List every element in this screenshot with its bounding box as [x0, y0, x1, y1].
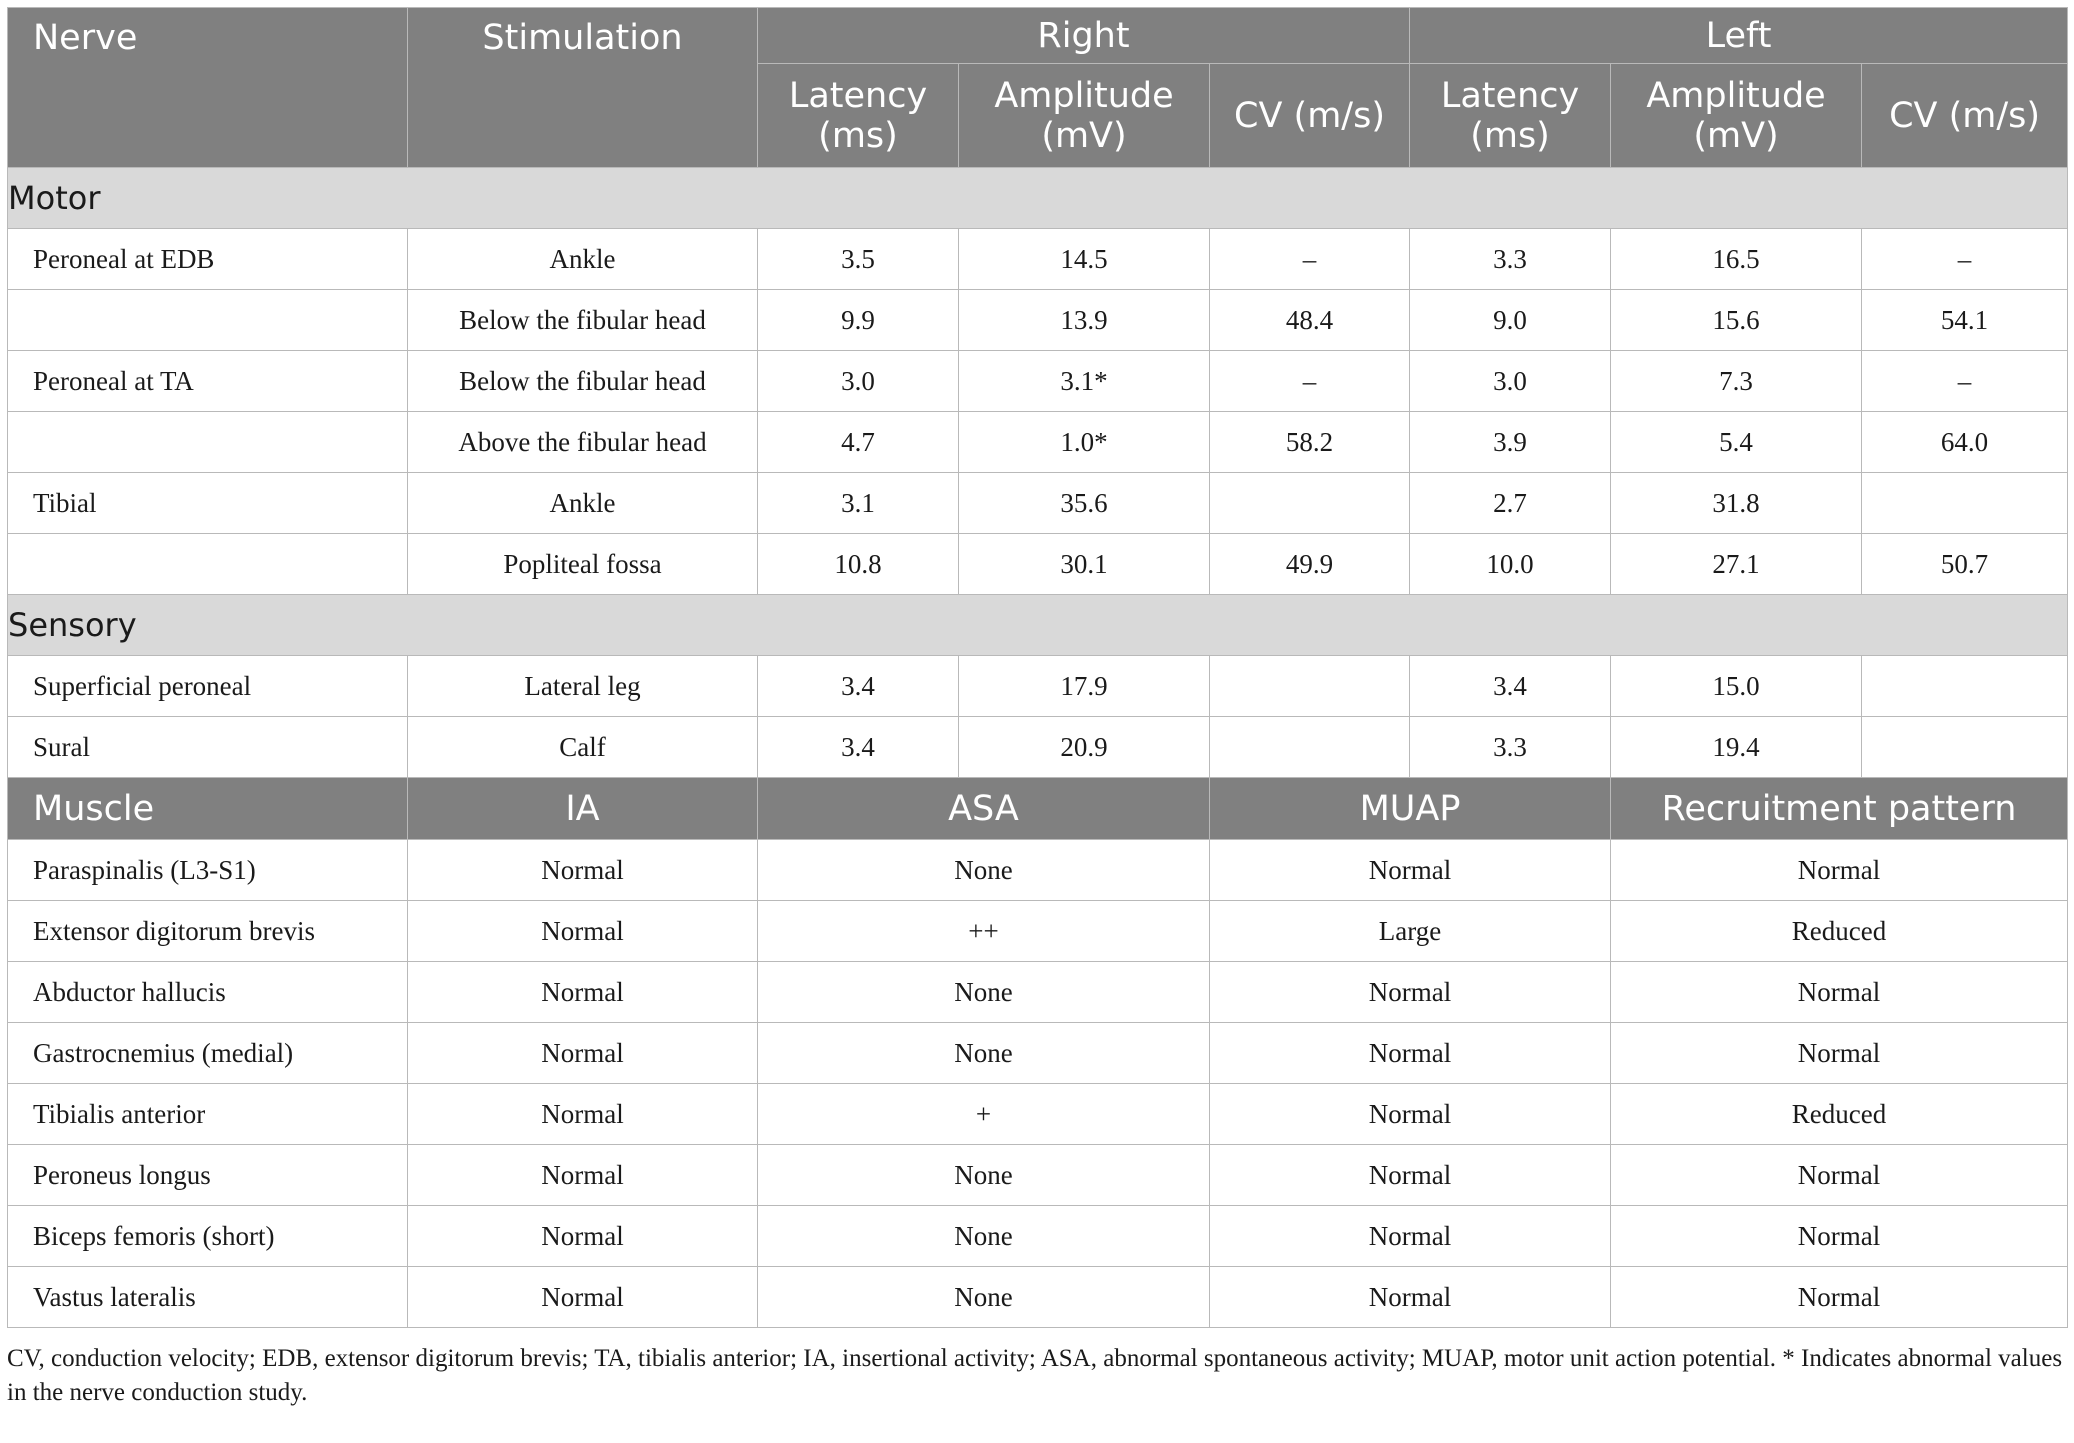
right-latency-cell: 3.5 — [758, 229, 959, 290]
nerve-cell — [8, 412, 408, 473]
stimulation-cell: Calf — [408, 717, 758, 778]
right-cv-cell — [1210, 717, 1410, 778]
ia-cell: Normal — [408, 1267, 758, 1328]
muap-cell: Normal — [1210, 840, 1611, 901]
left-amplitude-cell: 16.5 — [1611, 229, 1862, 290]
right-amplitude-cell: 3.1* — [959, 351, 1210, 412]
table-footnote: CV, conduction velocity; EDB, extensor digitorum brevis; TA, tibialis anterior; IA, insertional activity; ASA, abnormal spontaneous activity; MUAP, motor unit action potential. * Indicates abnormal values in the nerve conduction study. — [7, 1345, 2063, 1406]
table-row — [8, 901, 2068, 962]
muap-cell: Normal — [1210, 1267, 1611, 1328]
left-amplitude-cell: 15.6 — [1611, 290, 1862, 351]
left-cv-cell: – — [1862, 351, 2068, 412]
right-amplitude-cell: 17.9 — [959, 656, 1210, 717]
table-row — [8, 290, 2068, 351]
column-header-right-amplitude: Amplitude (mV) — [959, 64, 1210, 168]
right-amplitude-cell: 13.9 — [959, 290, 1210, 351]
table-row — [8, 534, 2068, 595]
table-row — [8, 1084, 2068, 1145]
header-row-top — [8, 8, 2068, 64]
asa-cell: None — [758, 1206, 1210, 1267]
asa-cell: None — [758, 1267, 1210, 1328]
recruitment-cell: Normal — [1611, 1206, 2068, 1267]
column-header-left: Left — [1410, 8, 2068, 64]
table-row — [8, 656, 2068, 717]
asa-cell: + — [758, 1084, 1210, 1145]
nerve-cell: Sural — [8, 717, 408, 778]
emg-header-row — [8, 778, 2068, 840]
muscle-cell: Gastrocnemius (medial) — [8, 1023, 408, 1084]
recruitment-cell: Normal — [1611, 1267, 2068, 1328]
table-row — [8, 717, 2068, 778]
nerve-cell: Superficial peroneal — [8, 656, 408, 717]
recruitment-cell: Normal — [1611, 1145, 2068, 1206]
asa-cell: None — [758, 962, 1210, 1023]
section-label-motor: Motor — [8, 168, 2068, 229]
left-cv-cell — [1862, 656, 2068, 717]
left-amplitude-cell: 15.0 — [1611, 656, 1862, 717]
left-cv-cell — [1862, 473, 2068, 534]
column-header-asa: ASA — [758, 778, 1210, 840]
nerve-conduction-emg-table — [7, 7, 2068, 1328]
muap-cell: Large — [1210, 901, 1611, 962]
table-row — [8, 229, 2068, 290]
ia-cell: Normal — [408, 901, 758, 962]
stimulation-cell: Below the fibular head — [408, 290, 758, 351]
left-amplitude-cell: 5.4 — [1611, 412, 1862, 473]
column-header-right-latency: Latency (ms) — [758, 64, 959, 168]
stimulation-cell: Above the fibular head — [408, 412, 758, 473]
muscle-cell: Vastus lateralis — [8, 1267, 408, 1328]
asa-cell: ++ — [758, 901, 1210, 962]
left-latency-cell: 3.9 — [1410, 412, 1611, 473]
table-row — [8, 351, 2068, 412]
column-header-recruitment: Recruitment pattern — [1611, 778, 2068, 840]
right-cv-cell: – — [1210, 351, 1410, 412]
asa-cell: None — [758, 1145, 1210, 1206]
right-latency-cell: 3.4 — [758, 717, 959, 778]
ia-cell: Normal — [408, 1023, 758, 1084]
stimulation-cell: Below the fibular head — [408, 351, 758, 412]
right-latency-cell: 4.7 — [758, 412, 959, 473]
column-header-ia: IA — [408, 778, 758, 840]
right-cv-cell: 48.4 — [1210, 290, 1410, 351]
left-latency-cell: 3.3 — [1410, 717, 1611, 778]
stimulation-cell: Ankle — [408, 229, 758, 290]
muscle-cell: Abductor hallucis — [8, 962, 408, 1023]
muscle-cell: Paraspinalis (L3-S1) — [8, 840, 408, 901]
column-header-left-latency: Latency (ms) — [1410, 64, 1611, 168]
recruitment-cell: Reduced — [1611, 901, 2068, 962]
column-header-left-cv: CV (m/s) — [1862, 64, 2068, 168]
nerve-study-table-container — [7, 7, 2067, 1410]
recruitment-cell: Normal — [1611, 840, 2068, 901]
left-latency-cell: 3.3 — [1410, 229, 1611, 290]
left-cv-cell — [1862, 717, 2068, 778]
section-row-sensory — [8, 595, 2068, 656]
left-amplitude-cell: 19.4 — [1611, 717, 1862, 778]
column-header-muap: MUAP — [1210, 778, 1611, 840]
table-row — [8, 1267, 2068, 1328]
right-cv-cell — [1210, 473, 1410, 534]
right-latency-cell: 10.8 — [758, 534, 959, 595]
right-latency-cell: 3.1 — [758, 473, 959, 534]
right-amplitude-cell: 35.6 — [959, 473, 1210, 534]
right-cv-cell: 58.2 — [1210, 412, 1410, 473]
right-cv-cell: – — [1210, 229, 1410, 290]
left-cv-cell: 50.7 — [1862, 534, 2068, 595]
column-header-muscle: Muscle — [8, 778, 408, 840]
stimulation-cell: Lateral leg — [408, 656, 758, 717]
section-label-sensory: Sensory — [8, 595, 2068, 656]
ia-cell: Normal — [408, 1145, 758, 1206]
nerve-cell: Peroneal at TA — [8, 351, 408, 412]
right-latency-cell: 9.9 — [758, 290, 959, 351]
section-row-motor — [8, 168, 2068, 229]
nerve-cell: Peroneal at EDB — [8, 229, 408, 290]
column-header-right-cv: CV (m/s) — [1210, 64, 1410, 168]
muap-cell: Normal — [1210, 1084, 1611, 1145]
muap-cell: Normal — [1210, 1145, 1611, 1206]
stimulation-cell: Popliteal fossa — [408, 534, 758, 595]
right-amplitude-cell: 30.1 — [959, 534, 1210, 595]
asa-cell: None — [758, 1023, 1210, 1084]
nerve-cell — [8, 290, 408, 351]
table-row — [8, 962, 2068, 1023]
ia-cell: Normal — [408, 962, 758, 1023]
muap-cell: Normal — [1210, 1023, 1611, 1084]
muscle-cell: Extensor digitorum brevis — [8, 901, 408, 962]
muscle-cell: Tibialis anterior — [8, 1084, 408, 1145]
table-row — [8, 473, 2068, 534]
left-cv-cell: 54.1 — [1862, 290, 2068, 351]
right-amplitude-cell: 1.0* — [959, 412, 1210, 473]
table-row — [8, 840, 2068, 901]
left-amplitude-cell: 31.8 — [1611, 473, 1862, 534]
ia-cell: Normal — [408, 1084, 758, 1145]
column-header-left-amplitude: Amplitude (mV) — [1611, 64, 1862, 168]
table-row — [8, 1206, 2068, 1267]
stimulation-cell: Ankle — [408, 473, 758, 534]
right-latency-cell: 3.4 — [758, 656, 959, 717]
left-latency-cell: 10.0 — [1410, 534, 1611, 595]
table-row — [8, 412, 2068, 473]
column-header-stimulation: Stimulation — [408, 8, 758, 168]
right-latency-cell: 3.0 — [758, 351, 959, 412]
recruitment-cell: Reduced — [1611, 1084, 2068, 1145]
ia-cell: Normal — [408, 840, 758, 901]
column-header-nerve: Nerve — [8, 8, 408, 168]
nerve-cell: Tibial — [8, 473, 408, 534]
table-row — [8, 1023, 2068, 1084]
right-cv-cell: 49.9 — [1210, 534, 1410, 595]
left-latency-cell: 3.0 — [1410, 351, 1611, 412]
right-amplitude-cell: 20.9 — [959, 717, 1210, 778]
asa-cell: None — [758, 840, 1210, 901]
table-row — [8, 1145, 2068, 1206]
left-amplitude-cell: 27.1 — [1611, 534, 1862, 595]
muap-cell: Normal — [1210, 962, 1611, 1023]
left-cv-cell: 64.0 — [1862, 412, 2068, 473]
recruitment-cell: Normal — [1611, 1023, 2068, 1084]
nerve-cell — [8, 534, 408, 595]
left-latency-cell: 3.4 — [1410, 656, 1611, 717]
column-header-right: Right — [758, 8, 1410, 64]
left-latency-cell: 2.7 — [1410, 473, 1611, 534]
left-cv-cell: – — [1862, 229, 2068, 290]
left-amplitude-cell: 7.3 — [1611, 351, 1862, 412]
left-latency-cell: 9.0 — [1410, 290, 1611, 351]
recruitment-cell: Normal — [1611, 962, 2068, 1023]
muscle-cell: Peroneus longus — [8, 1145, 408, 1206]
muscle-cell: Biceps femoris (short) — [8, 1206, 408, 1267]
right-amplitude-cell: 14.5 — [959, 229, 1210, 290]
ia-cell: Normal — [408, 1206, 758, 1267]
right-cv-cell — [1210, 656, 1410, 717]
muap-cell: Normal — [1210, 1206, 1611, 1267]
